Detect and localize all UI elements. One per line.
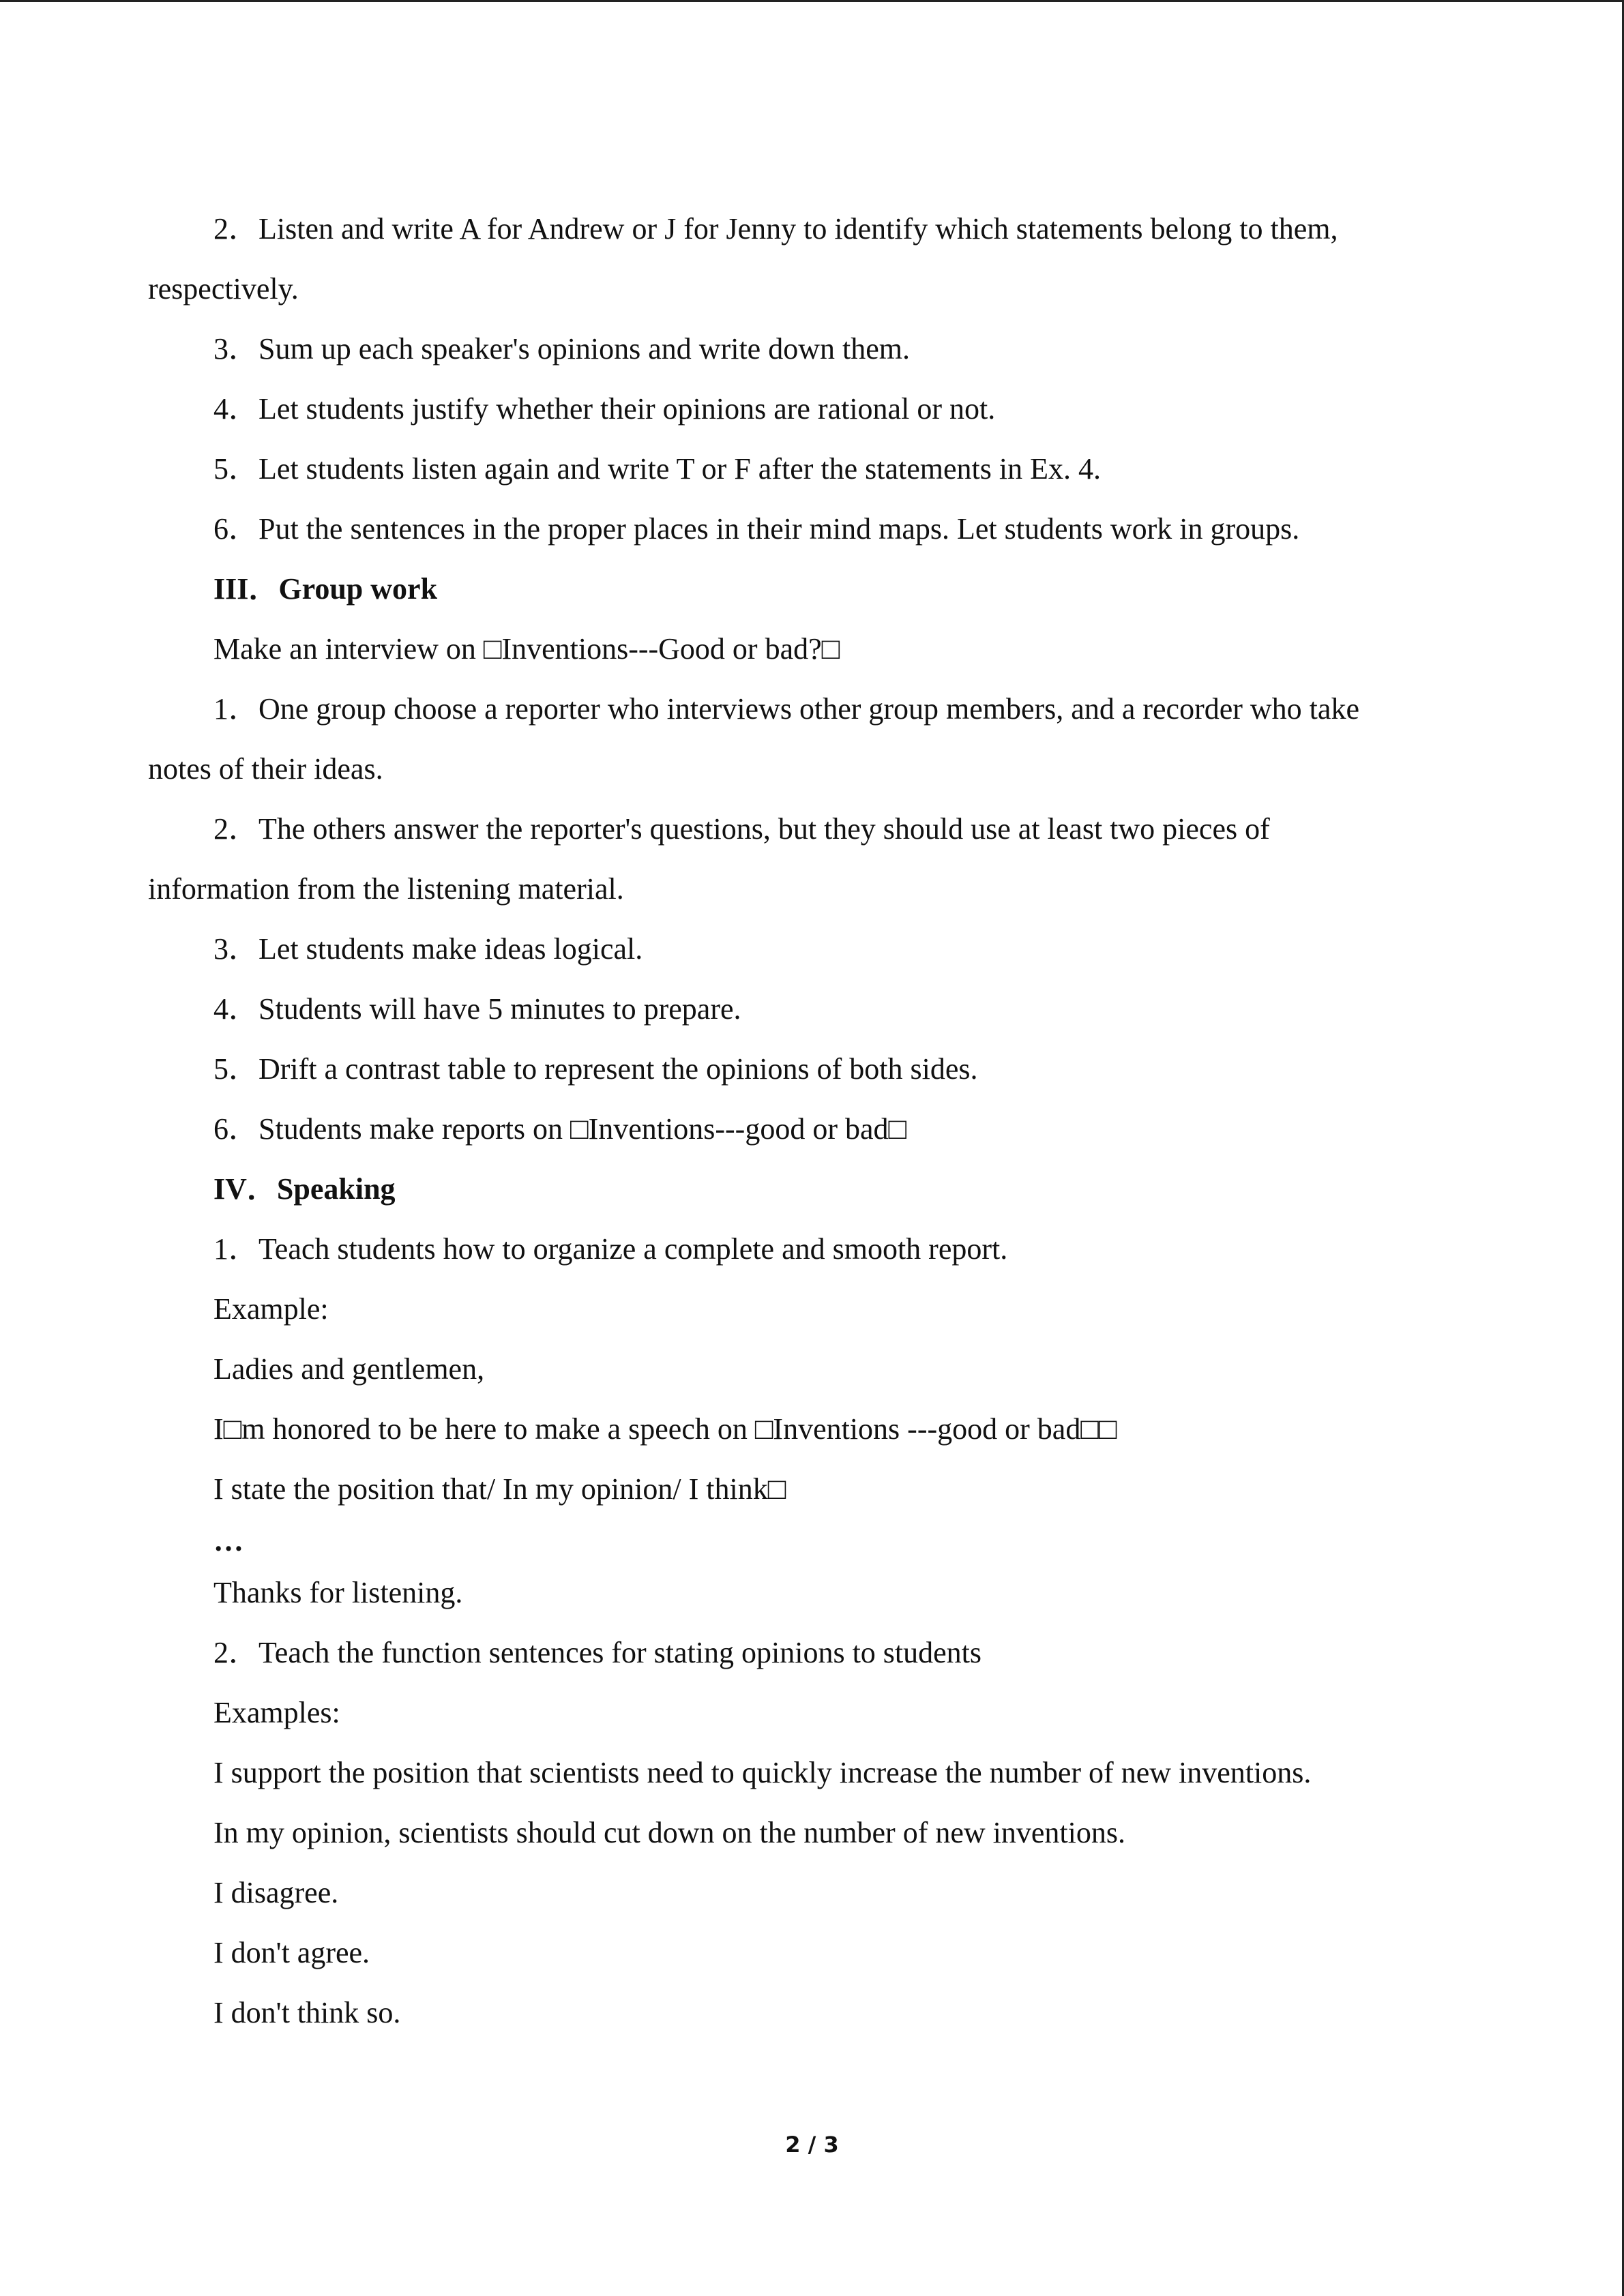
text-line: 5．Let students listen again and write T or F after the statements in Ex. 4. [213,452,1101,486]
text-line: Make an interview on □Inventions---Good or bad?□ [213,632,840,666]
text-line: notes of their ideas. [148,752,383,786]
text-line: I disagree. [213,1876,339,1909]
text-line: 1．One group choose a reporter who interviews other group members, and a recorder who take [213,692,1359,726]
section-heading: IV．Speaking [213,1172,396,1206]
text-line: information from the listening material. [148,872,624,906]
paragraph-block-2 [148,1563,1502,2043]
text-line: I don't think so. [213,1996,401,2029]
section-heading: III．Group work [213,572,438,606]
text-line: I state the position that/ In my opinion/ I think□ [213,1472,786,1506]
text-line: 2．The others answer the reporter's questions, but they should use at least two pieces of [213,812,1270,846]
text-line: 4．Let students justify whether their opinions are rational or not. [213,392,996,426]
text-line: 3．Let students make ideas logical. [213,932,643,966]
page-number: 2 / 3 [785,2132,839,2158]
text-line: Thanks for listening. [213,1576,463,1609]
text-line: 1．Teach students how to organize a complete and smooth report. [213,1232,1008,1266]
text-line: Ladies and gentlemen, [213,1352,485,1386]
text-line: I□m honored to be here to make a speech on □Inventions ---good or bad□□ [213,1412,1117,1446]
text-line: 6．Put the sentences in the proper places in their mind maps. Let students work in groups. [213,512,1300,546]
text-line: 2．Teach the function sentences for stating opinions to students [213,1636,982,1669]
text-line: In my opinion, scientists should cut down on the number of new inventions. [213,1816,1125,1849]
text-line: respectively. [148,272,299,305]
document-body [148,199,1502,2043]
text-line: 3．Sum up each speaker's opinions and write down them. [213,332,910,366]
text-line: 2．Listen and write A for Andrew or J for Jenny to identify which statements belong to them, [213,212,1338,245]
text-line: 4．Students will have 5 minutes to prepare. [213,992,741,1026]
ellipsis: … [213,1524,243,1557]
paragraph-block-1 [148,199,1502,1519]
text-line: Examples: [213,1696,340,1729]
text-line: Example: [213,1292,329,1326]
top-border [0,0,1624,2]
text-line: 5．Drift a contrast table to represent the opinions of both sides. [213,1052,978,1086]
text-line: I don't agree. [213,1936,370,1969]
text-line: I support the position that scientists need to quickly increase the number of new inventions. [213,1756,1312,1789]
text-line: 6．Students make reports on □Inventions---good or bad□ [213,1112,907,1146]
